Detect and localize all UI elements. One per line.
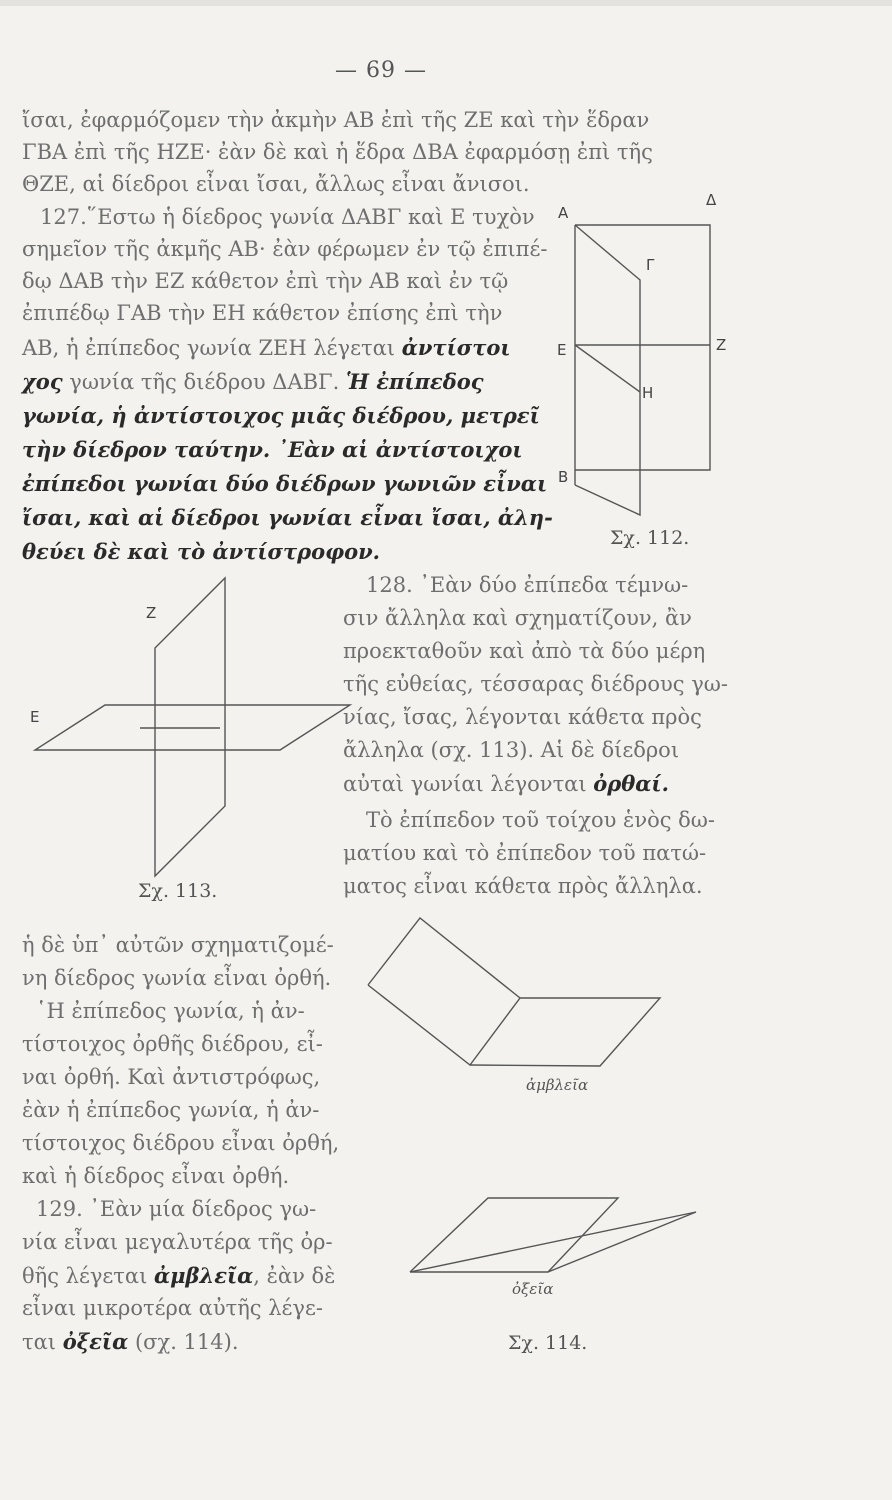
caption-fig-114: Σχ. 114. [508,1332,588,1354]
handwritten-obtuse-label: ἀμβλεῖα [526,1076,589,1094]
acute-plane-upper-edge-2 [548,1212,696,1272]
text-line: 127.῞Εστω ἡ δίεδρος γωνία ΔΑΒΓ καὶ Ε τυχὸν [40,205,535,229]
text-line: ἄλληλα (σχ. 113). Αἱ δὲ δίεδροι [343,738,680,762]
text-line: ἐπιπέδῳ ΓΑΒ τὴν ΕΗ κάθετον ἐπίσης ἐπὶ τὴν [22,301,503,325]
term-obtuse: ἀμβλεῖα [154,1263,254,1288]
label-gamma: Γ [646,256,655,274]
obtuse-plane-left [368,918,520,1065]
label-delta: Δ [706,191,717,209]
text-span: θῆς λέγεται [22,1264,154,1288]
label-z: Z [146,604,157,622]
text-line: σιν ἄλληλα καὶ σχηματίζουν, ἂν [343,606,692,630]
text-line: ΓΒΑ ἐπὶ τῆς ΗΖΕ· ἐὰν δὲ καὶ ἡ ἕδρα ΔΒΑ ἐφαρμόσῃ ἐπὶ τῆς [22,140,653,164]
text-line: τῆς εὐθείας, τέσσαρας διέδρους γω- [343,672,729,696]
label-b: B [558,468,569,486]
label-e: E [557,341,567,359]
text-line: ἡ δὲ ὑπ᾽ αὐτῶν σχηματιζομέ- [22,933,334,957]
label-e: E [30,708,40,726]
text-line: 128. ᾽Εὰν δύο ἐπίπεδα τέμνω- [366,573,689,597]
text-span: , ἐὰν δὲ [253,1264,336,1288]
term-corresponding-end: χος [22,369,63,394]
text-line: προεκταθοῦν καὶ ἀπὸ τὰ δύο μέρη [343,639,706,663]
caption-fig-113: Σχ. 113. [138,880,218,902]
label-a: A [558,204,569,222]
acute-plane-upper-edge [410,1212,696,1272]
text-line: θεύει δὲ καὶ τὸ ἀντίστροφον. [22,539,380,564]
obtuse-plane-right [470,998,660,1066]
label-z: Z [716,336,727,354]
page-number: — 69 — [335,58,427,83]
label-h: H [642,384,654,402]
text-line: εἶναι μικροτέρα αὐτῆς λέγε- [22,1296,323,1320]
definition-start: Ἡ ἐπίπεδος [345,369,484,394]
text-line: δῳ ΔΑΒ τὴν ΕΖ κάθετον ἐπὶ τὴν ΑΒ καὶ ἐν τῷ [22,269,509,293]
term-acute: ὀξεῖα [62,1329,129,1354]
text-span: ΑΒ, ἡ ἐπίπεδος γωνία ΖΕΗ λέγεται [22,336,396,360]
text-span: (σχ. 114). [128,1330,239,1354]
text-line: ἴσαι, ἐφαρμόζομεν τὴν ἀκμὴν ΑΒ ἐπὶ τῆς ΖΕ καὶ τὴν ἕδραν [22,108,650,132]
text-line: καὶ ἡ δίεδρος εἶναι ὀρθή. [22,1164,290,1188]
text-line: Τὸ ἐπίπεδον τοῦ τοίχου ἑνὸς δω- [366,808,716,832]
text-line: ῾Η ἐπίπεδος γωνία, ἡ ἀν- [36,999,305,1023]
text-line: ἴσαι, καὶ αἱ δίεδροι γωνίαι εἶναι ἴσαι, ἀλη- [22,505,553,530]
text-span: γωνία τῆς διέδρου ΔΑΒΓ. [62,370,346,394]
text-line: νία εἶναι μεγαλυτέρα τῆς ὀρ- [22,1230,333,1254]
text-line: τὴν δίεδρον ταύτην. ᾽Εὰν αἱ ἀντίστοιχοι [22,437,523,462]
text-line: γωνία, ἡ ἀντίστοιχος μιᾶς διέδρου, μετρεῖ [22,403,540,428]
text-line: τίστοιχος ὀρθῆς διέδρου, εἶ- [22,1032,323,1056]
caption-fig-112: Σχ. 112. [610,527,690,549]
text-line: τίστοιχος διέδρου εἶναι ὀρθή, [22,1131,340,1155]
text-line: νίας, ἴσας, λέγονται κάθετα πρὸς [343,705,702,729]
text-line: ἐὰν ἡ ἐπίπεδος γωνία, ἡ ἀν- [22,1098,320,1122]
text-line: ναι ὀρθή. Καὶ ἀντιστρόφως, [22,1065,321,1089]
term-right: ὀρθαί. [593,771,669,796]
text-line: σημεῖον τῆς ἀκμῆς ΑΒ· ἐὰν φέρωμεν ἐν τῷ ἐπιπέ- [22,237,548,261]
text-line: ματίου καὶ τὸ ἐπίπεδον τοῦ πατώ- [343,841,707,865]
text-span: ται [22,1330,63,1354]
text-span: αὐταὶ γωνίαι λέγονται [343,772,594,796]
text-line: ἐπίπεδοι γωνίαι δύο διέδρων γωνιῶν εἶναι [22,471,548,496]
text-line: νη δίεδρος γωνία εἶναι ὀρθή. [22,966,332,990]
text-line: ΘΖΕ, αἱ δίεδροι εἶναι ἴσαι, ἄλλως εἶναι ἄνισοι. [22,172,530,196]
term-corresponding: ἀντίστοι [401,335,511,360]
handwritten-acute-label: ὀξεῖα [512,1280,554,1298]
text-line: 129. ᾽Εὰν μία δίεδρος γω- [36,1197,317,1221]
text-line: ματος εἶναι κάθετα πρὸς ἄλληλα. [343,874,703,898]
